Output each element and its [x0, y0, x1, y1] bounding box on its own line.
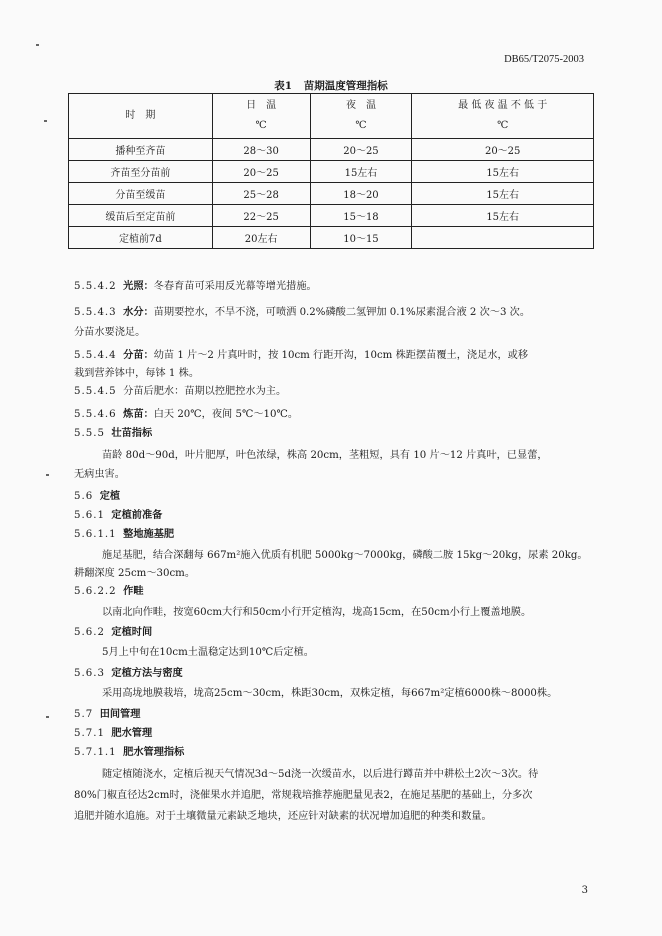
clause-5544: 5.5.4.4 分苗：幼苗 1 片～2 片真叶时，按 10cm 行距开沟，10cm 株距摆苗覆土，浇足水，或移 [74, 349, 529, 361]
clause-5622-text: 以南北向作畦，按宽60cm大行和50cm小行开定植沟，垅高15cm，在50cm小行上覆盖地膜。 [102, 607, 532, 618]
clause-57: 5.7 田间管理 [74, 708, 141, 720]
scan-speck [46, 716, 49, 718]
table-cell: 25～28 [212, 183, 310, 205]
clause-5543-cont: 分苗水要浇足。 [74, 327, 146, 338]
table-cell: 20左右 [212, 227, 310, 249]
table-cell: 齐苗至分苗前 [69, 161, 213, 183]
clause-562-text: 5月上中旬在10cm土温稳定达到10℃后定植。 [102, 647, 314, 658]
clause-561: 5.6.1 定植前准备 [74, 509, 163, 521]
clause-5611: 5.6.1.1 整地施基肥 [74, 528, 175, 540]
table-cell: 15～18 [310, 205, 412, 227]
clause-5543: 5.5.4.3 水分：苗期要控水，不旱不浇，可喷洒 0.2%磷酸二氢钾加 0.1%尿素混合液 2 次～3 次。 [74, 306, 531, 318]
page-number: 3 [581, 885, 588, 896]
table-caption-number: 表1 [274, 80, 293, 92]
table-row [69, 161, 594, 183]
clause-555: 5.5.5 壮苗指标 [74, 427, 153, 439]
table-cell [412, 227, 594, 249]
table-cell: 10～15 [310, 227, 412, 249]
clause-563-text: 采用高垅地膜栽培，垅高25cm～30cm，株距30cm，双株定植，每667m²定植6000株～8000株。 [102, 688, 558, 699]
table-cell: 15左右 [412, 183, 594, 205]
table-cell: 20～25 [310, 139, 412, 161]
table-row [69, 139, 594, 161]
table-row [69, 183, 594, 205]
table-header-row [69, 94, 594, 139]
clause-5711: 5.7.1.1 肥水管理指标 [74, 746, 185, 758]
header-cell: 日 温 ℃ [212, 94, 310, 139]
scan-speck [44, 120, 47, 122]
table-caption-title: 苗期温度管理指标 [303, 80, 388, 92]
table-cell: 播种至齐苗 [69, 139, 213, 161]
table-row [69, 227, 594, 249]
clause-5542: 5.5.4.2 光照：冬春育苗可采用反光幕等增光措施。 [74, 280, 317, 292]
table-cell: 定植前7d [69, 227, 213, 249]
clause-5545: 5.5.4.5 分苗后肥水：苗期以控肥控水为主。 [74, 386, 287, 397]
clause-56: 5.6 定植 [74, 490, 121, 502]
table-caption [0, 78, 662, 93]
clause-5546: 5.5.4.6 炼苗：白天 20℃，夜间 5℃～10℃。 [74, 408, 299, 420]
clause-563: 5.6.3 定植方法与密度 [74, 667, 183, 679]
table-cell: 22～25 [212, 205, 310, 227]
clause-5611-cont: 耕翻深度 25cm～30cm。 [74, 568, 196, 579]
table-cell: 15左右 [412, 161, 594, 183]
clause-571: 5.7.1 肥水管理 [74, 727, 153, 739]
clause-5711-text: 随定植随浇水，定植后视天气情况3d～5d浇一次缓苗水，以后进行蹲苗并中耕松土2次～3次。待 [102, 769, 539, 780]
clause-5711-cont: 追肥并随水追施。对于土壤微量元素缺乏地块，还应针对缺素的状况增加追肥的种类和数量。 [74, 811, 492, 822]
document-number: DB65/T2075-2003 [504, 54, 584, 65]
table-cell: 28～30 [212, 139, 310, 161]
table-cell: 15左右 [310, 161, 412, 183]
clause-5544-cont: 栽到营养钵中，每钵 1 株。 [74, 368, 200, 379]
table-cell: 15左右 [412, 205, 594, 227]
scan-speck [36, 44, 39, 46]
clause-555-text: 苗龄 80d～90d，叶片肥厚，叶色浓绿，株高 20cm，茎粗短，具有 10 片～12 片真叶，已显蕾， [102, 450, 548, 461]
header-cell: 夜 温 ℃ [310, 94, 412, 139]
header-cell: 最 低 夜 温 不 低 于 ℃ [412, 94, 594, 139]
table-cell: 缓苗后至定苗前 [69, 205, 213, 227]
clause-562: 5.6.2 定植时间 [74, 626, 153, 638]
clause-5611-text: 施足基肥，结合深翻每 667m²施入优质有机肥 5000kg～7000kg，磷酸二胺 15kg～20kg，尿素 20kg。 [102, 550, 588, 561]
clause-555-cont: 无病虫害。 [74, 469, 125, 480]
clause-5622: 5.6.2.2 作畦 [74, 585, 144, 597]
table-cell: 20～25 [212, 161, 310, 183]
clause-5711-cont: 80%门椒直径达2cm时，浇催果水并追肥，常规栽培推荐施肥量见表2，在施足基肥的基础上，分多次 [74, 790, 533, 801]
table-row [69, 205, 594, 227]
table-cell: 分苗至缓苗 [69, 183, 213, 205]
table-cell: 18～20 [310, 183, 412, 205]
temperature-table [68, 93, 594, 249]
table-cell: 20～25 [412, 139, 594, 161]
header-cell: 时 期 [69, 94, 213, 139]
scan-speck [46, 474, 49, 476]
